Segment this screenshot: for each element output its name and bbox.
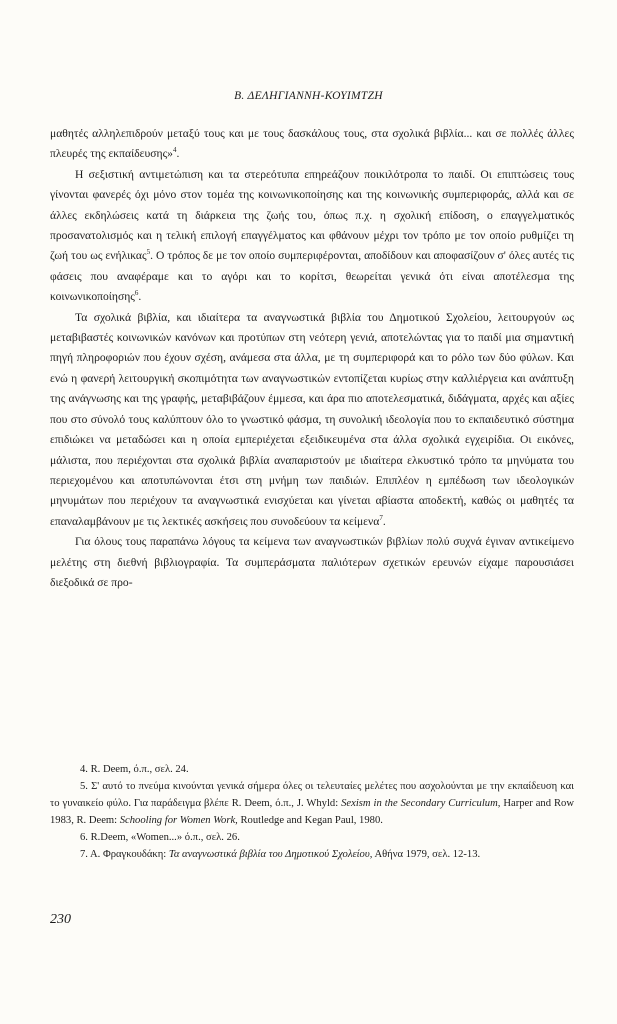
paragraph-text: Η σεξιστική αντιμετώπιση και τα στερεότυπα επηρεάζουν ποικιλότροπα το παιδί. Οι επιπτώσεις τους γίνονται φανερές όχι μόνο στον τομέα της κοινωνικοποίησης και της κοινωνικής συμπεριφοράς, αλλά και σε άλλες εκδηλώσεις κατά τη διάρκεια της ζωής του, όπως π.χ. η σχολική επίδοση, ο επαγγελματικός προσανατολισμός και η τελική επιλογή επαγγέλματος και φθάνουν μέχρι τον τρόπο με τον οποίο ρυθμίζει τη ζωή του ως ενήλικας	[50, 167, 574, 263]
footnote-text: Routledge and Kegan Paul, 1980.	[237, 815, 383, 826]
paragraph-text: . Ο τρόπος δε με τον οποίο συμπεριφέρονται, αποδίδουν και αποφασίζουν σ' όλες αυτές τις φάσεις που αναφέραμε και το αγόρι και το κορίτσι, θεωρείται γενικά ότι είναι αποτέλεσμα της κοινωνικοποίησης	[50, 249, 574, 304]
paragraph-end: .	[176, 147, 180, 161]
paragraph-2	[50, 165, 574, 308]
main-text	[50, 124, 574, 593]
footnote-text: 7. Α. Φραγκουδάκη:	[80, 849, 169, 860]
footnote-7	[50, 846, 574, 863]
footnote-4: 4. R. Deem, ό.π., σελ. 24.	[80, 764, 189, 775]
page-number: 230	[50, 912, 71, 927]
footnote-ref: 5	[146, 248, 151, 257]
running-header: Β. ΔΕΛΗΓΙΑΝΝΗ-ΚΟΥΙΜΤΖΗ	[234, 90, 383, 102]
footnote-title: Schooling for Women Work,	[119, 815, 238, 826]
footnote-6: 6. R.Deem, «Women...» ό.π., σελ. 26.	[80, 832, 240, 843]
footnote-ref: 7	[379, 513, 383, 522]
paragraph-end: .	[138, 290, 142, 304]
footnote-5	[50, 778, 574, 829]
paragraph-text: μαθητές αλληλεπιδρούν μεταξύ τους και με τους δασκάλους τους, στα σχολικά βιβλία... και σε πολλές άλλες πλευρές της εκπαίδευσης»	[50, 127, 574, 161]
paragraph-text: Για όλους τους παραπάνω λόγους τα κείμενα των αναγνωστικών βιβλίων πολύ συχνά έγιναν αντικείμενο μελέτης στη διεθνή βιβλιογραφία. Τα συμπεράσματα παλιότερων σχετικών ερευνών είχαμε παρουσιάσει διεξοδικά σε προ-	[50, 535, 574, 589]
paragraph-text: Τα σχολικά βιβλία, και ιδιαίτερα τα αναγνωστικά βιβλία του Δημοτικού Σχολείου, λειτουργούν ως μεταβιβαστές κοινωνικών κανόνων και προτύπων στη νεότερη γενιά, αποτελώντας για το παιδί μια σημαντική πηγή πληροφοριών που έχουν σχέση, ανάμεσα στα άλλα, με τη συμπεριφορά και το ρόλο των δύο φύλων. Και ενώ η φανερή λειτουργική σκοπιμότητα των αναγνωστικών εντοπίζεται κυρίως στην καλλιέργεια και ανάπτυξη της ανάγνωσης και της γραφής, μεταβιβάζουν έμμεσα, και άρα πιο αποτελεσματικά, διδάγματα, αρχές και αξίες που στο σύνολό τους καλύπτουν όλο το γνωστικό φάσμα, τη συνολική ιδεολογία που το εκπαιδευτικό σύστημα επιδιώκει να μεταδώσει και η οποία εμπεριέχεται εξειδικευμένα στα άλλα σχολικά εγχειρίδια. Οι εικόνες, μάλιστα, που περιέχονται στα σχολικά βιβλία αναπαριστούν με ιδιαίτερα ελκυστικό τρόπο τα μηνύματα του περιεχομένου και αποτυπώνονται έτσι στη μνήμη των παιδιών. Επιπλέον η εμπέδωση των ιδεολογικών μηνυμάτων που περιέχουν τα αναγνωστικά ενισχύεται και γίνεται αβίαστα αποδεκτή, καθώς οι μαθητές τα επαναλαμβάνουν με τις λεκτικές ασκήσεις που συνοδεύουν τα κείμενα	[50, 310, 574, 528]
footnote-ref: 4	[172, 146, 177, 155]
footnotes	[50, 761, 574, 863]
footnote-text: 5. Σ' αυτό το πνεύμα κινούνται γενικά σήμερα όλες οι τελευταίες μελέτες που ασχολούνται με την εκπαίδευση και το γυναικείο φύλο. Για παράδειγμα βλέπε R. Deem, ό.π., J. Whyld:	[50, 781, 574, 809]
footnote-title: Sexism in the Secondary Curriculum,	[341, 798, 501, 809]
paragraph-end: .	[382, 514, 386, 528]
paragraph-3	[50, 308, 574, 532]
paragraph-1	[50, 124, 574, 165]
footnote-text: Αθήνα 1979, σελ. 12-13.	[372, 849, 481, 860]
paragraph-4	[50, 532, 574, 593]
footnote-title: Τα αναγνωστικά βιβλία του Δημοτικού Σχολείου,	[168, 849, 373, 860]
footnote-ref: 6	[134, 289, 139, 298]
footnote-text: Harper and Row 1983, R. Deem:	[50, 798, 574, 826]
